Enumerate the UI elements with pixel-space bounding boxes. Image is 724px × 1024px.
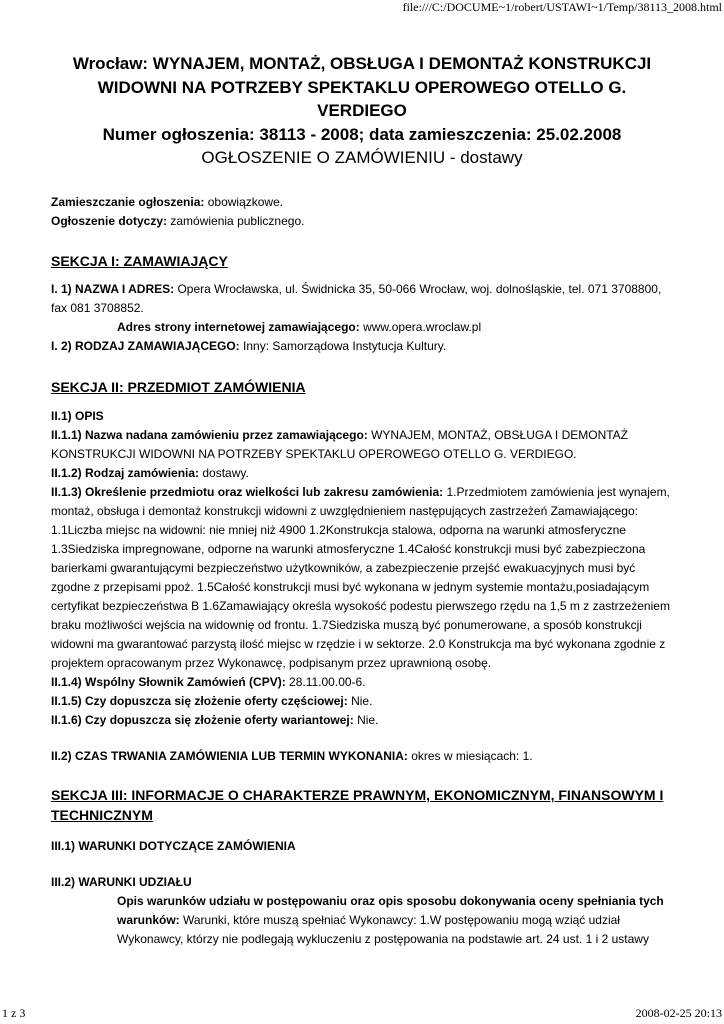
section-2-heading: SEKCJA II: PRZEDMIOT ZAMÓWIENIA: [51, 379, 306, 395]
website-line: Adres strony internetowej zamawiającego: www.opera.wroclaw.pl: [117, 320, 482, 334]
variant-offer-line: II.1.6) Czy dopuszcza się złożenie oferty wariantowej: Nie.: [51, 713, 379, 727]
participation-label: III.2) WARUNKI UDZIAŁU: [51, 875, 192, 889]
print-datetime: 2008-02-25 20:13: [635, 1006, 722, 1020]
placement-line: Zamieszczanie ogłoszenia: obowiązkowe.: [51, 195, 284, 209]
contractor-type: I. 2) RODZAJ ZAMAWIAJĄCEGO: Inny: Samorządowa Instytucja Kultury.: [51, 339, 447, 353]
order-scope: II.1.3) Określenie przedmiotu oraz wielkości lub zakresu zamówienia: 1.Przedmiotem zamówienia jest wynajem, montaż, obsługa i demontaż konstrukcji widowni z uwzględnieniem następujących zastrzeżeń Zamawiającego: 1.1Liczba miejsc na widowni: nie mniej niż 4900 1.2Konstrukcja stalowa, odporna na warunki atmosferyczne 1.3Siedziska impregnowane, odporne na warunki atmosferyczne 1.4Całość konstrukcji musi być zabezpieczona barierkami gwarantującymi bezpieczeństwo użytkowników, a zabezpieczenie przejść ewakuacyjnych musi być zgodne z przepisami ppoż. 1.5Całość konstrukcji musi być wykonana w jednym systemie montażu,posiadającym certyfikat bezpieczeństwa B 1.6Zamawiający określa wysokość podestu pierwszego rzędu na 1,5 m z zastrzeżeniem braku możliwości wejścia na widownię od frontu. 1.7Siedziska muszą być ponumerowane, a sposób konstrukcji widowni ma gwarantować parzystą ilość miejsc w rzędzie i w sektorze. 2.0 Konstrukcja ma być wykonana zgodnie z projektem opracowanym przez Wykonawcę, podpisanym przez uprawnioną osobę.: [51, 485, 670, 670]
notice-number: Numer ogłoszenia: 38113 - 2008; data zamieszczenia: 25.02.2008: [102, 124, 622, 144]
partial-offer-line: II.1.5) Czy dopuszcza się złożenie oferty częściowej: Nie.: [51, 694, 373, 708]
notice-content: [51, 52, 673, 949]
section-3-heading: SEKCJA III: INFORMACJE O CHARAKTERZE PRAWNYM, EKONOMICZNYM, FINANSOWYM I TECHNICZNYM: [51, 787, 664, 823]
opis-label: II.1) OPIS: [51, 409, 104, 423]
notice-title: Wrocław: WYNAJEM, MONTAŻ, OBSŁUGA I DEMONTAŻ KONSTRUKCJI WIDOWNI NA POTRZEBY SPEKTAKLU OPEROWEGO OTELLO G. VERDIEGO: [72, 54, 652, 120]
concerns-line: Ogłoszenie dotyczy: zamówienia publicznego.: [51, 214, 305, 228]
participation-desc: Opis warunków udziału w postępowaniu oraz opis sposobu dokonywania oceny spełniania tych warunków: Warunki, które muszą spełniać Wykonawcy: 1.W postępowaniu mogą wziąć udział Wykonawcy, którzy nie podlegają wykluczeniu z postępowania na podstawie art. 24 ust. 1 i 2 ustawy: [117, 894, 664, 946]
page-counter: 1 z 3: [2, 1006, 26, 1020]
order-name: II.1.1) Nazwa nadana zamówieniu przez zamawiającego: WYNAJEM, MONTAŻ, OBSŁUGA I DEMONTAŻ KONSTRUKCJI WIDOWNI NA POTRZEBY SPEKTAKLU OPEROWEGO OTELLO G. VERDIEGO.: [51, 428, 629, 461]
page-url: file:///C:/DOCUME~1/robert/USTAWI~1/Temp/38113_2008.html: [402, 0, 722, 14]
name-address: I. 1) NAZWA I ADRES: Opera Wrocławska, ul. Świdnicka 35, 50-066 Wrocław, woj. dolnośląskie, tel. 071 3708800, fax 081 3708852.: [51, 282, 662, 315]
duration-line: II.2) CZAS TRWANIA ZAMÓWIENIA LUB TERMIN WYKONANIA: okres w miesiącach: 1.: [51, 749, 533, 763]
conditions-label: III.1) WARUNKI DOTYCZĄCE ZAMÓWIENIA: [51, 839, 296, 853]
section-1-heading: SEKCJA I: ZAMAWIAJĄCY: [51, 253, 228, 269]
order-kind: II.1.2) Rodzaj zamówienia: dostawy.: [51, 466, 249, 480]
cpv-line: II.1.4) Wspólny Słownik Zamówień (CPV): 28.11.00.00-6.: [51, 675, 366, 689]
notice-type: OGŁOSZENIE O ZAMÓWIENIU - dostawy: [201, 148, 523, 167]
